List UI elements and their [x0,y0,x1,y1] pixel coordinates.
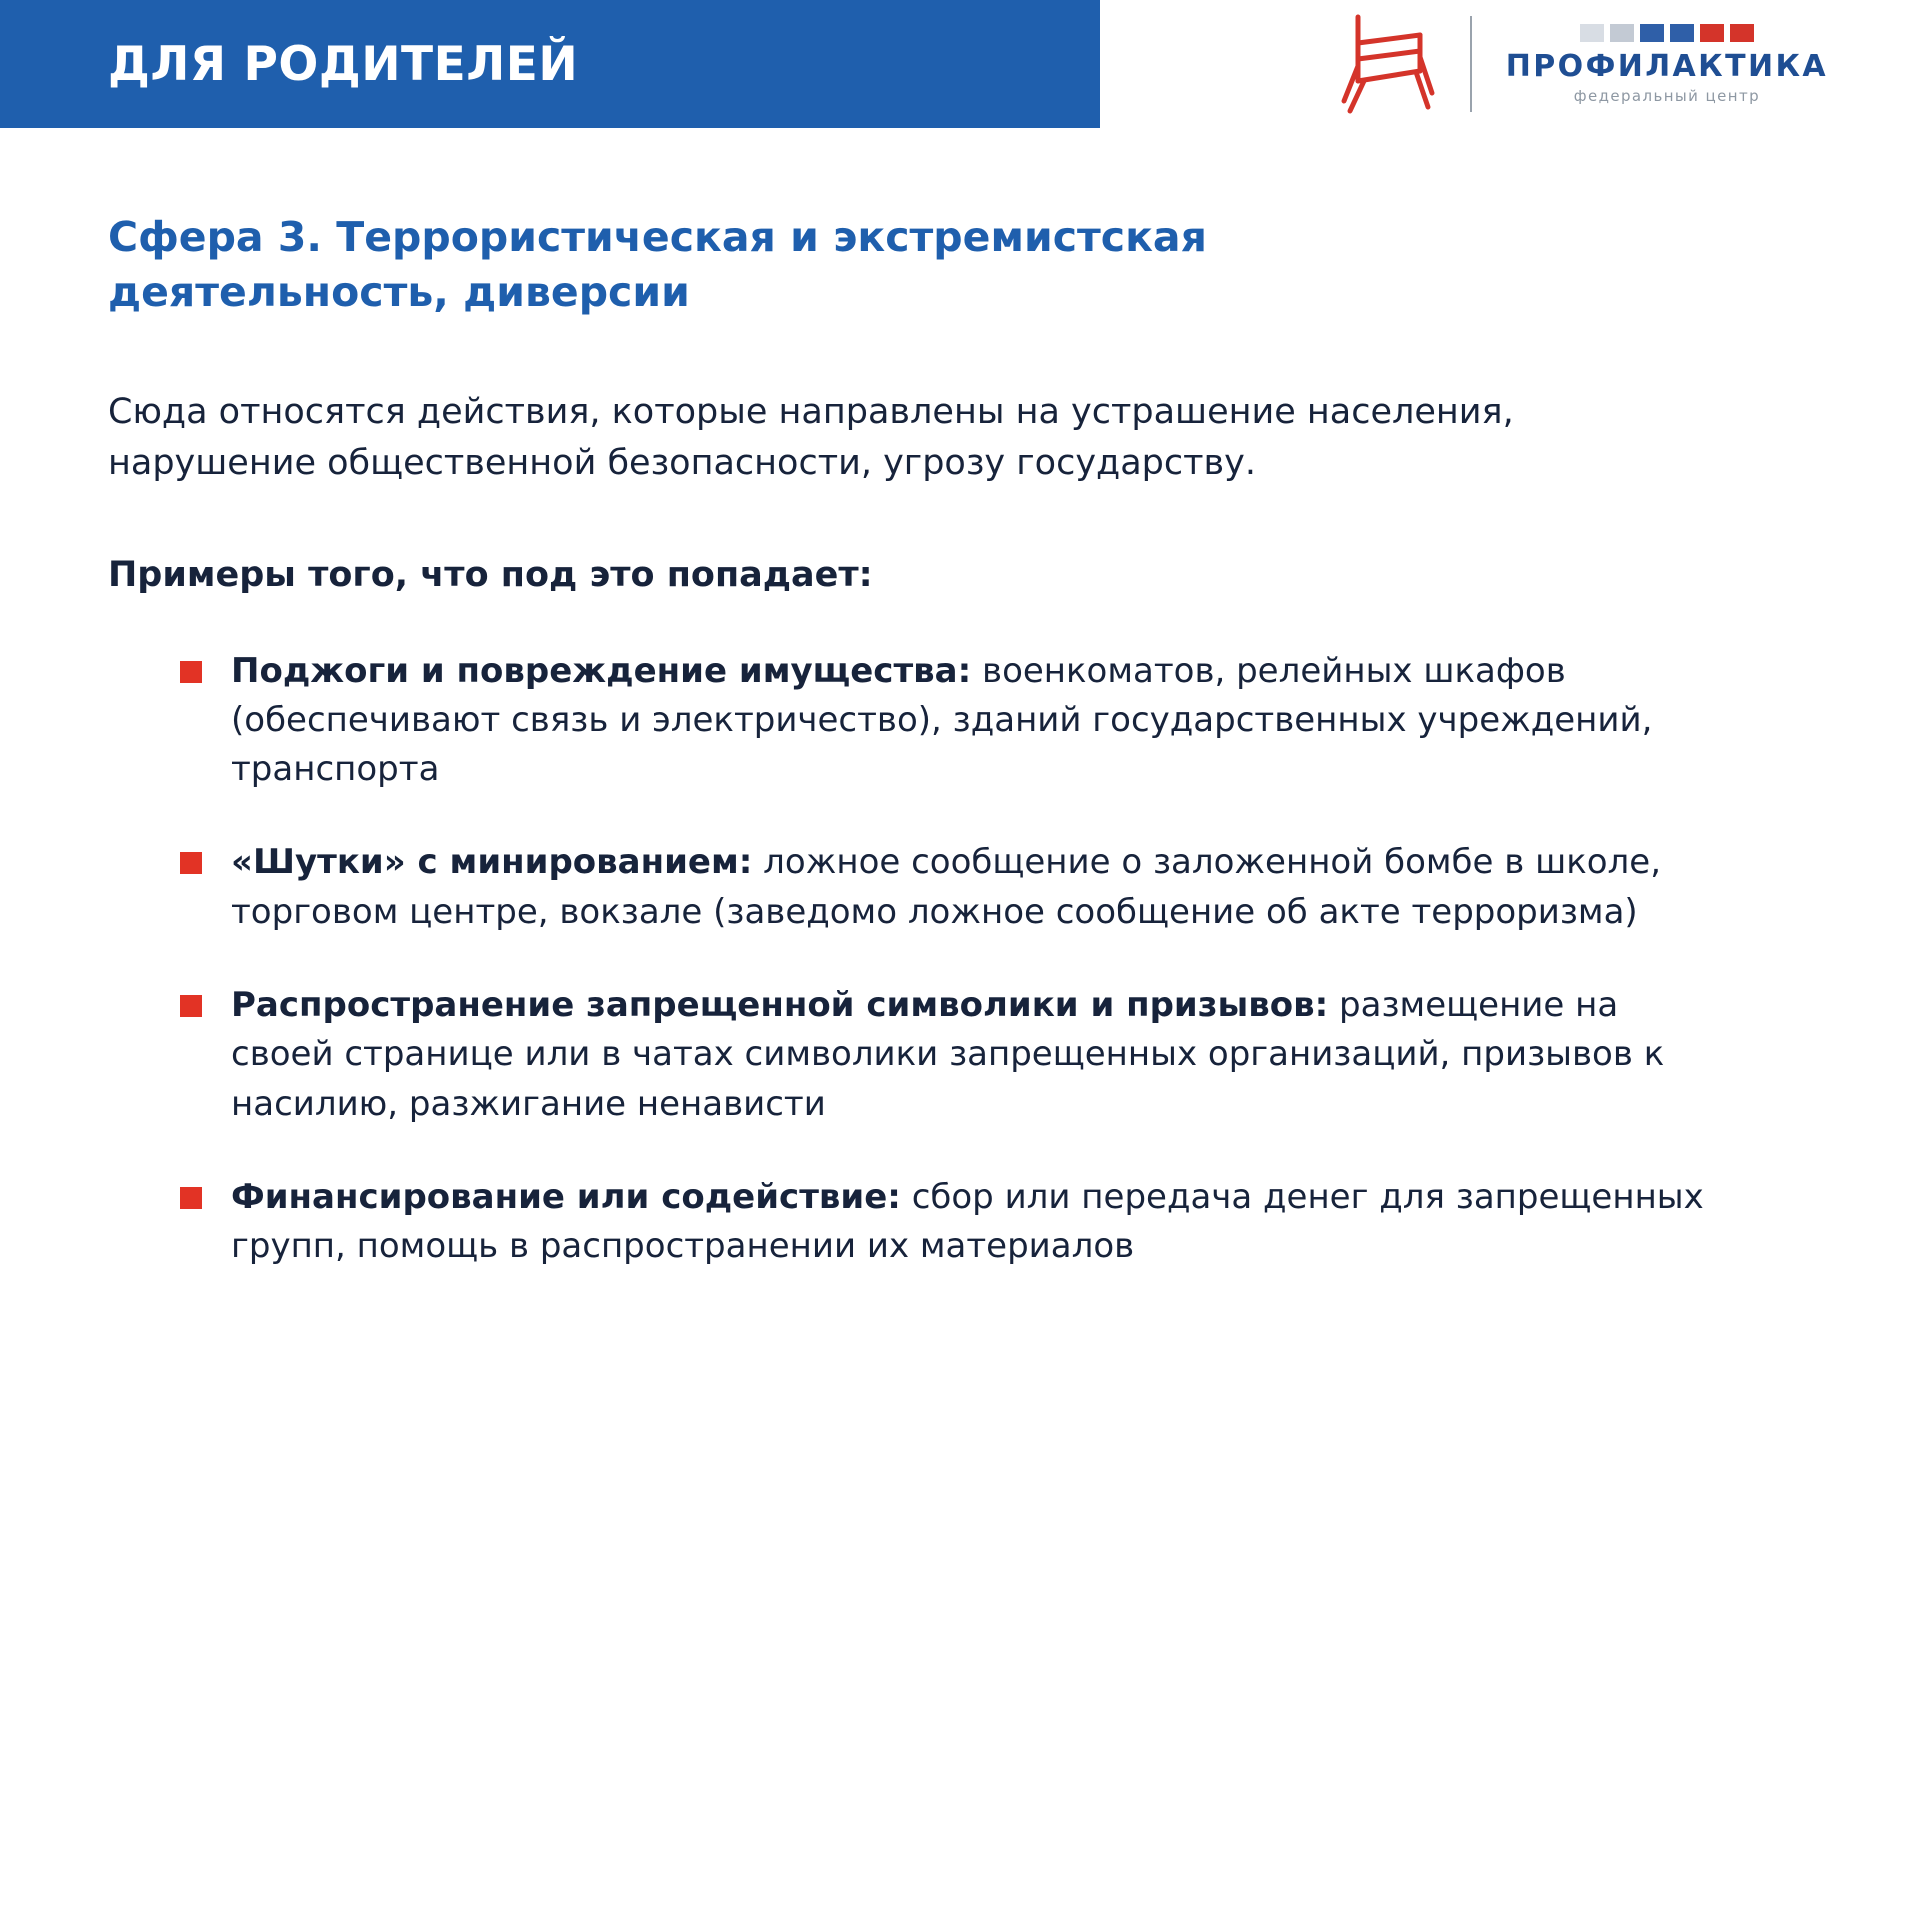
logo-divider [1470,16,1472,112]
section-title: Сфера 3. Террористическая и экстремистская деятельность, диверсии [108,213,1207,316]
square-bullet-icon [180,995,202,1017]
list-item-text [231,647,1711,795]
examples-list [108,647,1800,1272]
examples-heading: Примеры того, что под это попадает: [108,554,873,595]
intro-paragraph: Сюда относятся действия, которые направлены на устрашение населения, нарушение общественной безопасности, угрозу государству. [108,392,1514,483]
header-banner [0,0,1100,128]
logo-squares-icon [1580,24,1754,42]
square-bullet-icon [180,661,202,683]
square-bullet-icon [180,852,202,874]
list-item-text [231,1173,1711,1272]
list-item-rest: размещение на своей странице или в чатах символики запрещенных организаций, призывов к насилию, разжигание ненависти [231,985,1665,1124]
list-item [180,981,1800,1129]
main-content [0,210,1920,1272]
list-item-rest: сбор или передача денег для запрещенных групп, помощь в распространении их материалов [231,1176,1704,1267]
list-item-text [231,981,1711,1129]
list-item-lead: «Шутки» с минированием: [231,842,753,883]
logo-title: ПРОФИЛАКТИКА [1505,49,1828,84]
list-item [180,1173,1800,1272]
list-item-rest: военкоматов, релейных шкафов (обеспечивают связь и электричество), зданий государственных учреждений, транспорта [231,650,1653,790]
list-item-rest: ложное сообщение о заложенной бомбе в школе, торговом центре, вокзале (заведомо ложное сообщение об акте терроризма) [231,842,1661,932]
list-item-lead: Поджоги и повреждение имущества: [231,650,972,691]
list-item-text [231,838,1711,937]
list-item-lead: Распространение запрещенной символики и призывов: [231,985,1329,1026]
logo-subtitle: федеральный центр [1573,87,1761,105]
list-item-lead: Финансирование или содействие: [231,1176,901,1217]
logo-text-block [1506,24,1828,104]
chair-icon [1324,9,1444,119]
square-bullet-icon [180,1187,202,1209]
brand-logo [1100,0,1920,128]
list-item [180,647,1800,795]
list-item [180,838,1800,937]
header-banner-label: ДЛЯ РОДИТЕЛЕЙ [108,36,579,92]
page-header [0,0,1920,128]
